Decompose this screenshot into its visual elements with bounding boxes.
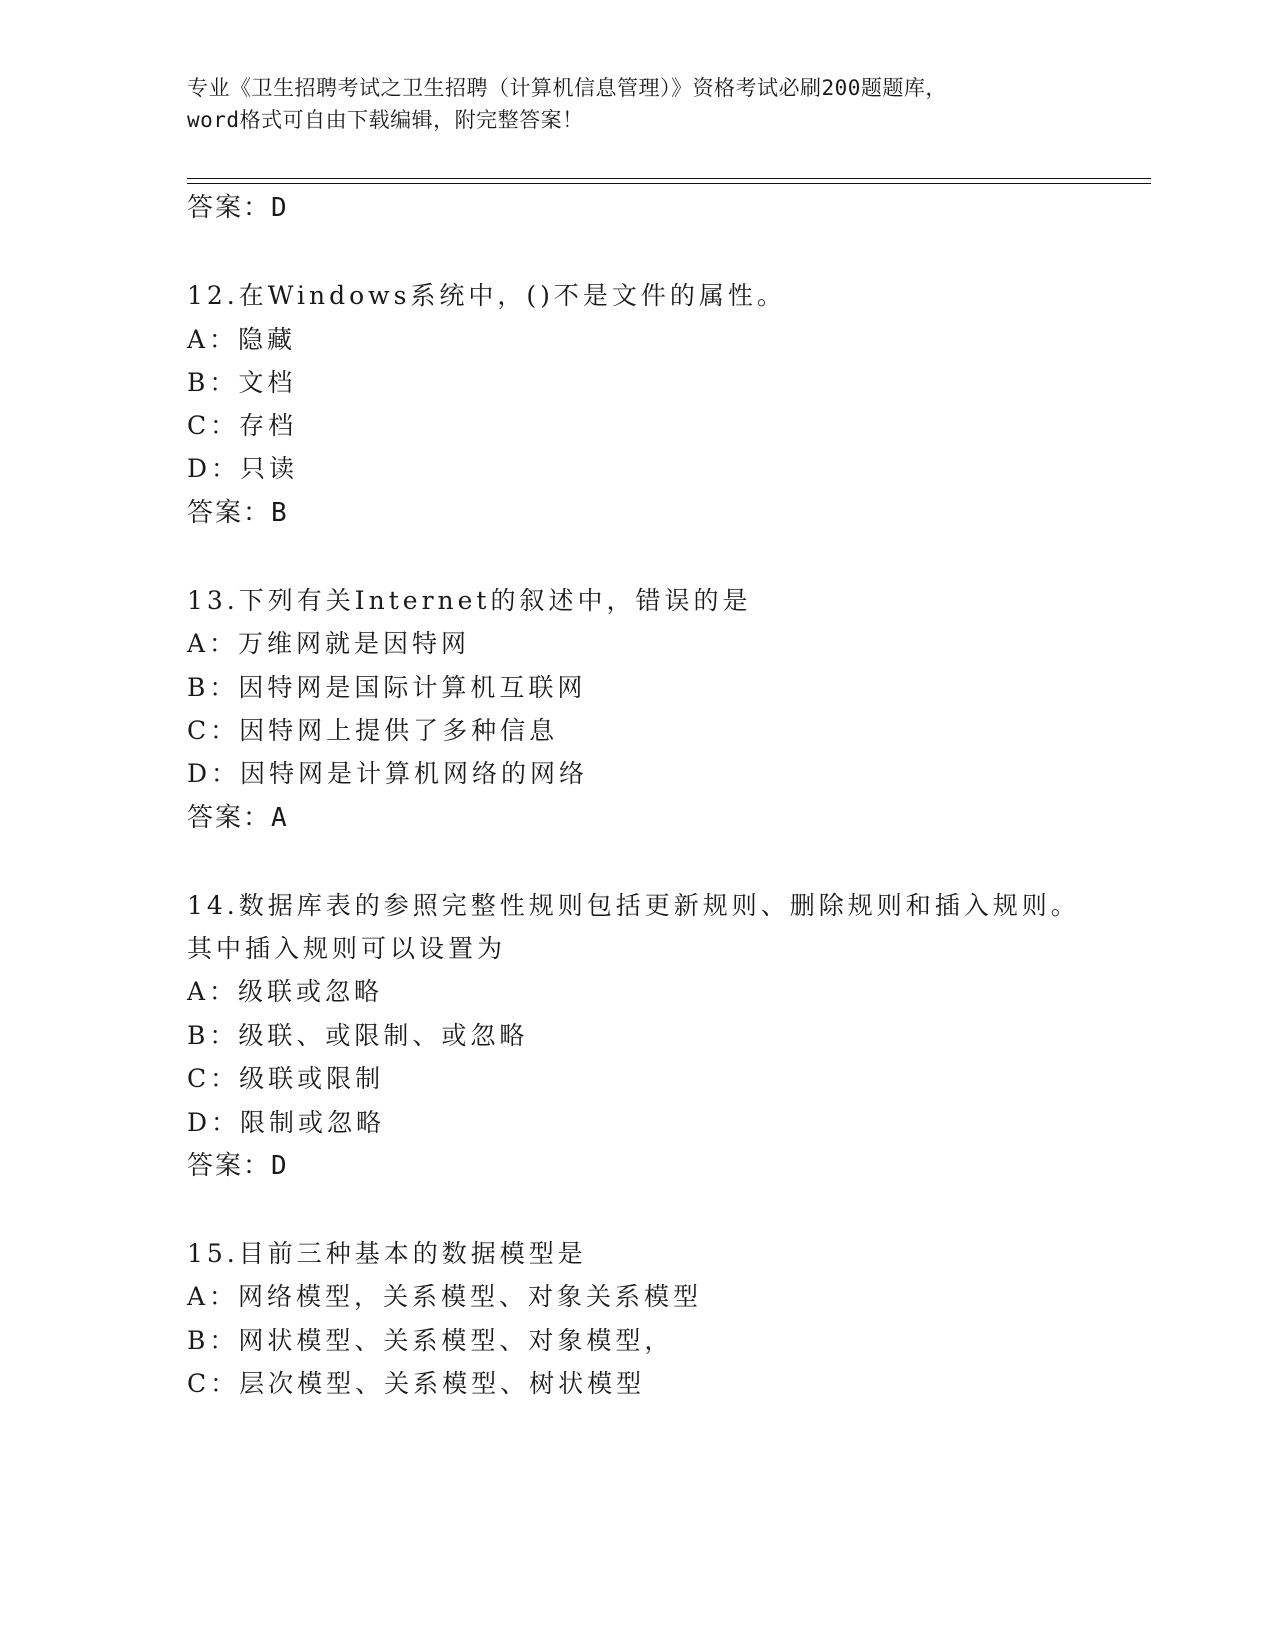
question-12-answer: 答案：B bbox=[187, 498, 289, 528]
answer-11: 答案：D bbox=[187, 193, 289, 223]
question-12-option-c: C：存档 bbox=[187, 411, 298, 440]
document-header bbox=[187, 72, 1087, 136]
question-12-option-d: D：只读 bbox=[187, 454, 299, 483]
header-title-line-2: word格式可自由下载编辑，附完整答案！ bbox=[187, 108, 584, 132]
header-title-line-1: 专业《卫生招聘考试之卫生招聘（计算机信息管理）》资格考试必刷200题题库， bbox=[187, 76, 947, 100]
question-14-option-b: B：级联、或限制、或忽略 bbox=[187, 1021, 529, 1050]
question-13-option-b: B：因特网是国际计算机互联网 bbox=[187, 673, 587, 702]
question-12-option-a: A：隐藏 bbox=[187, 325, 297, 354]
question-14-option-c: C：级联或限制 bbox=[187, 1064, 385, 1093]
question-13-text: 13.下列有关Internet的叙述中，错误的是 bbox=[187, 586, 752, 615]
question-14-answer: 答案：D bbox=[187, 1151, 289, 1181]
question-13-option-a: A：万维网就是因特网 bbox=[187, 629, 471, 658]
question-12-text: 12.在Windows系统中，()不是文件的属性。 bbox=[187, 281, 786, 310]
question-13-answer: 答案：A bbox=[187, 803, 289, 833]
question-15-option-b: B：网状模型、关系模型、对象模型， bbox=[187, 1326, 674, 1355]
question-15-option-a: A：网络模型，关系模型、对象关系模型 bbox=[187, 1282, 703, 1311]
question-12-option-b: B：文档 bbox=[187, 368, 297, 397]
question-13-option-c: C：因特网上提供了多种信息 bbox=[187, 716, 559, 745]
question-15-option-c: C：层次模型、关系模型、树状模型 bbox=[187, 1369, 646, 1398]
header-divider-top bbox=[187, 178, 1151, 179]
question-13-option-d: D：因特网是计算机网络的网络 bbox=[187, 759, 589, 788]
question-14-text-line-2: 其中插入规则可以设置为 bbox=[187, 934, 507, 963]
header-divider-bottom bbox=[187, 183, 1151, 184]
question-14-option-a: A：级联或忽略 bbox=[187, 977, 384, 1006]
question-15-text: 15.目前三种基本的数据模型是 bbox=[187, 1239, 587, 1268]
question-14-option-d: D：限制或忽略 bbox=[187, 1108, 386, 1137]
question-14-text-line-1: 14.数据库表的参照完整性规则包括更新规则、删除规则和插入规则。 bbox=[187, 891, 1080, 920]
